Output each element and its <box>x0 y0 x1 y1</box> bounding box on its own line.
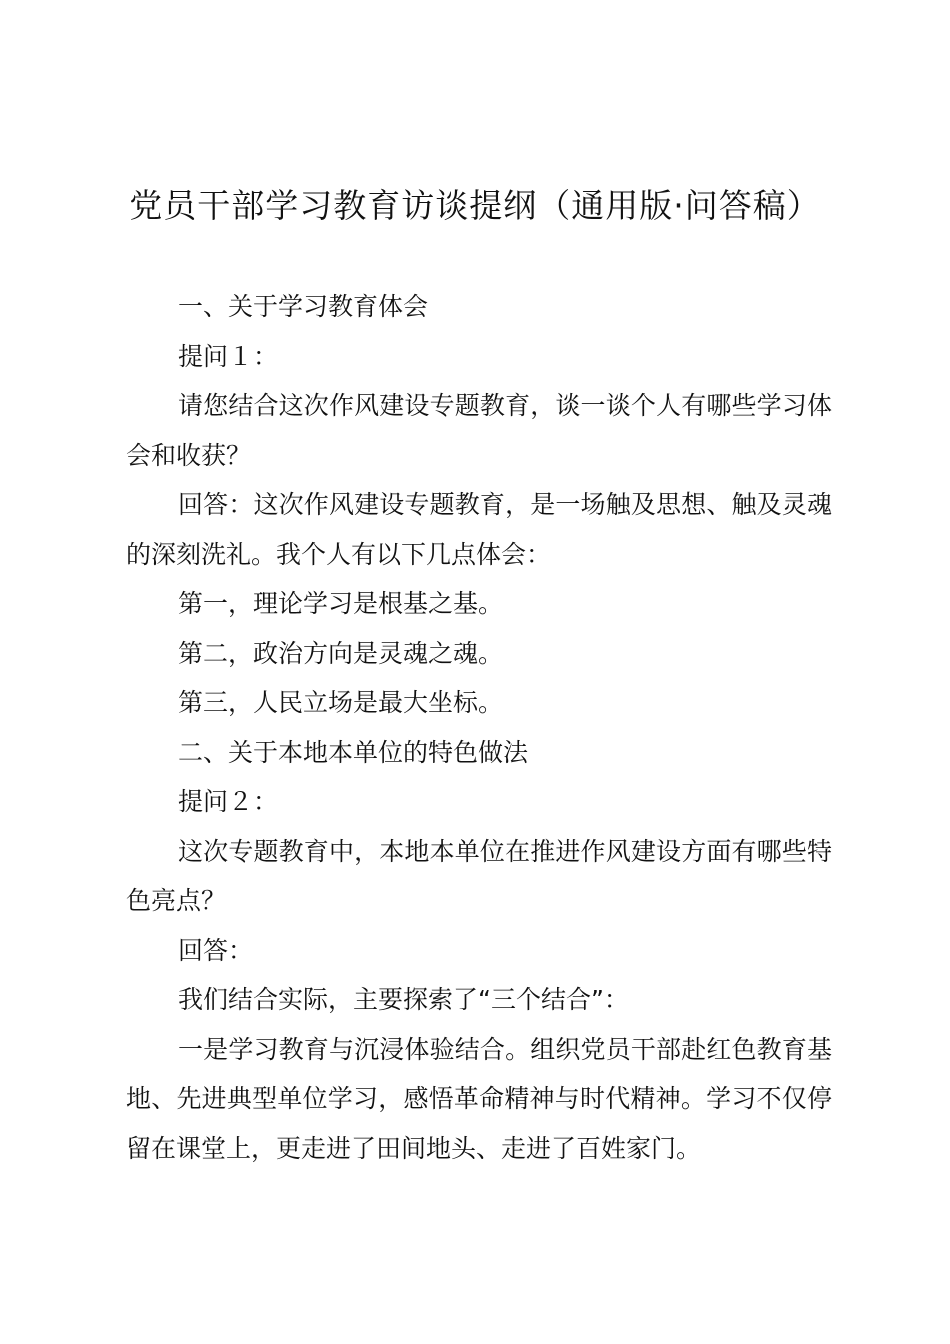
question-text: 请您结合这次作风建设专题教育，谈一谈个人有哪些学习体会和收获？ <box>126 391 832 470</box>
answer-paragraph: 回答：这次作风建设专题教育，是一场触及思想、触及灵魂的深刻洗礼。我个人有以下几点体会： <box>126 490 832 569</box>
answer-label: 回答： <box>178 935 254 965</box>
section-heading: 一、关于学习教育体会 <box>178 292 429 321</box>
answer-paragraph: 一是学习教育与沉浸体验结合。组织党员干部赴红色教育基地、先进典型单位学习，感悟革命精神与时代精神。学习不仅停留在课堂上，更走进了田间地头、走进了百姓家门。 <box>126 1034 832 1163</box>
section-heading: 二、关于本地本单位的特色做法 <box>178 737 529 767</box>
question-label: 提问２： <box>178 787 279 816</box>
question-label: 提问１： <box>178 341 279 371</box>
answer-paragraph: 我们结合实际，主要探索了“三个结合”： <box>178 985 629 1014</box>
document-body <box>126 282 832 1173</box>
document-title: 党员干部学习教育访谈提纲（通用版·问答稿） <box>129 186 821 225</box>
question-text: 这次专题教育中，本地本单位在推进作风建设方面有哪些特色亮点？ <box>126 836 832 915</box>
answer-point: 第三，人民立场是最大坐标。 <box>178 688 504 717</box>
answer-point: 第二，政治方向是灵魂之魂。 <box>178 638 504 668</box>
answer-point: 第一，理论学习是根基之基。 <box>178 589 504 618</box>
